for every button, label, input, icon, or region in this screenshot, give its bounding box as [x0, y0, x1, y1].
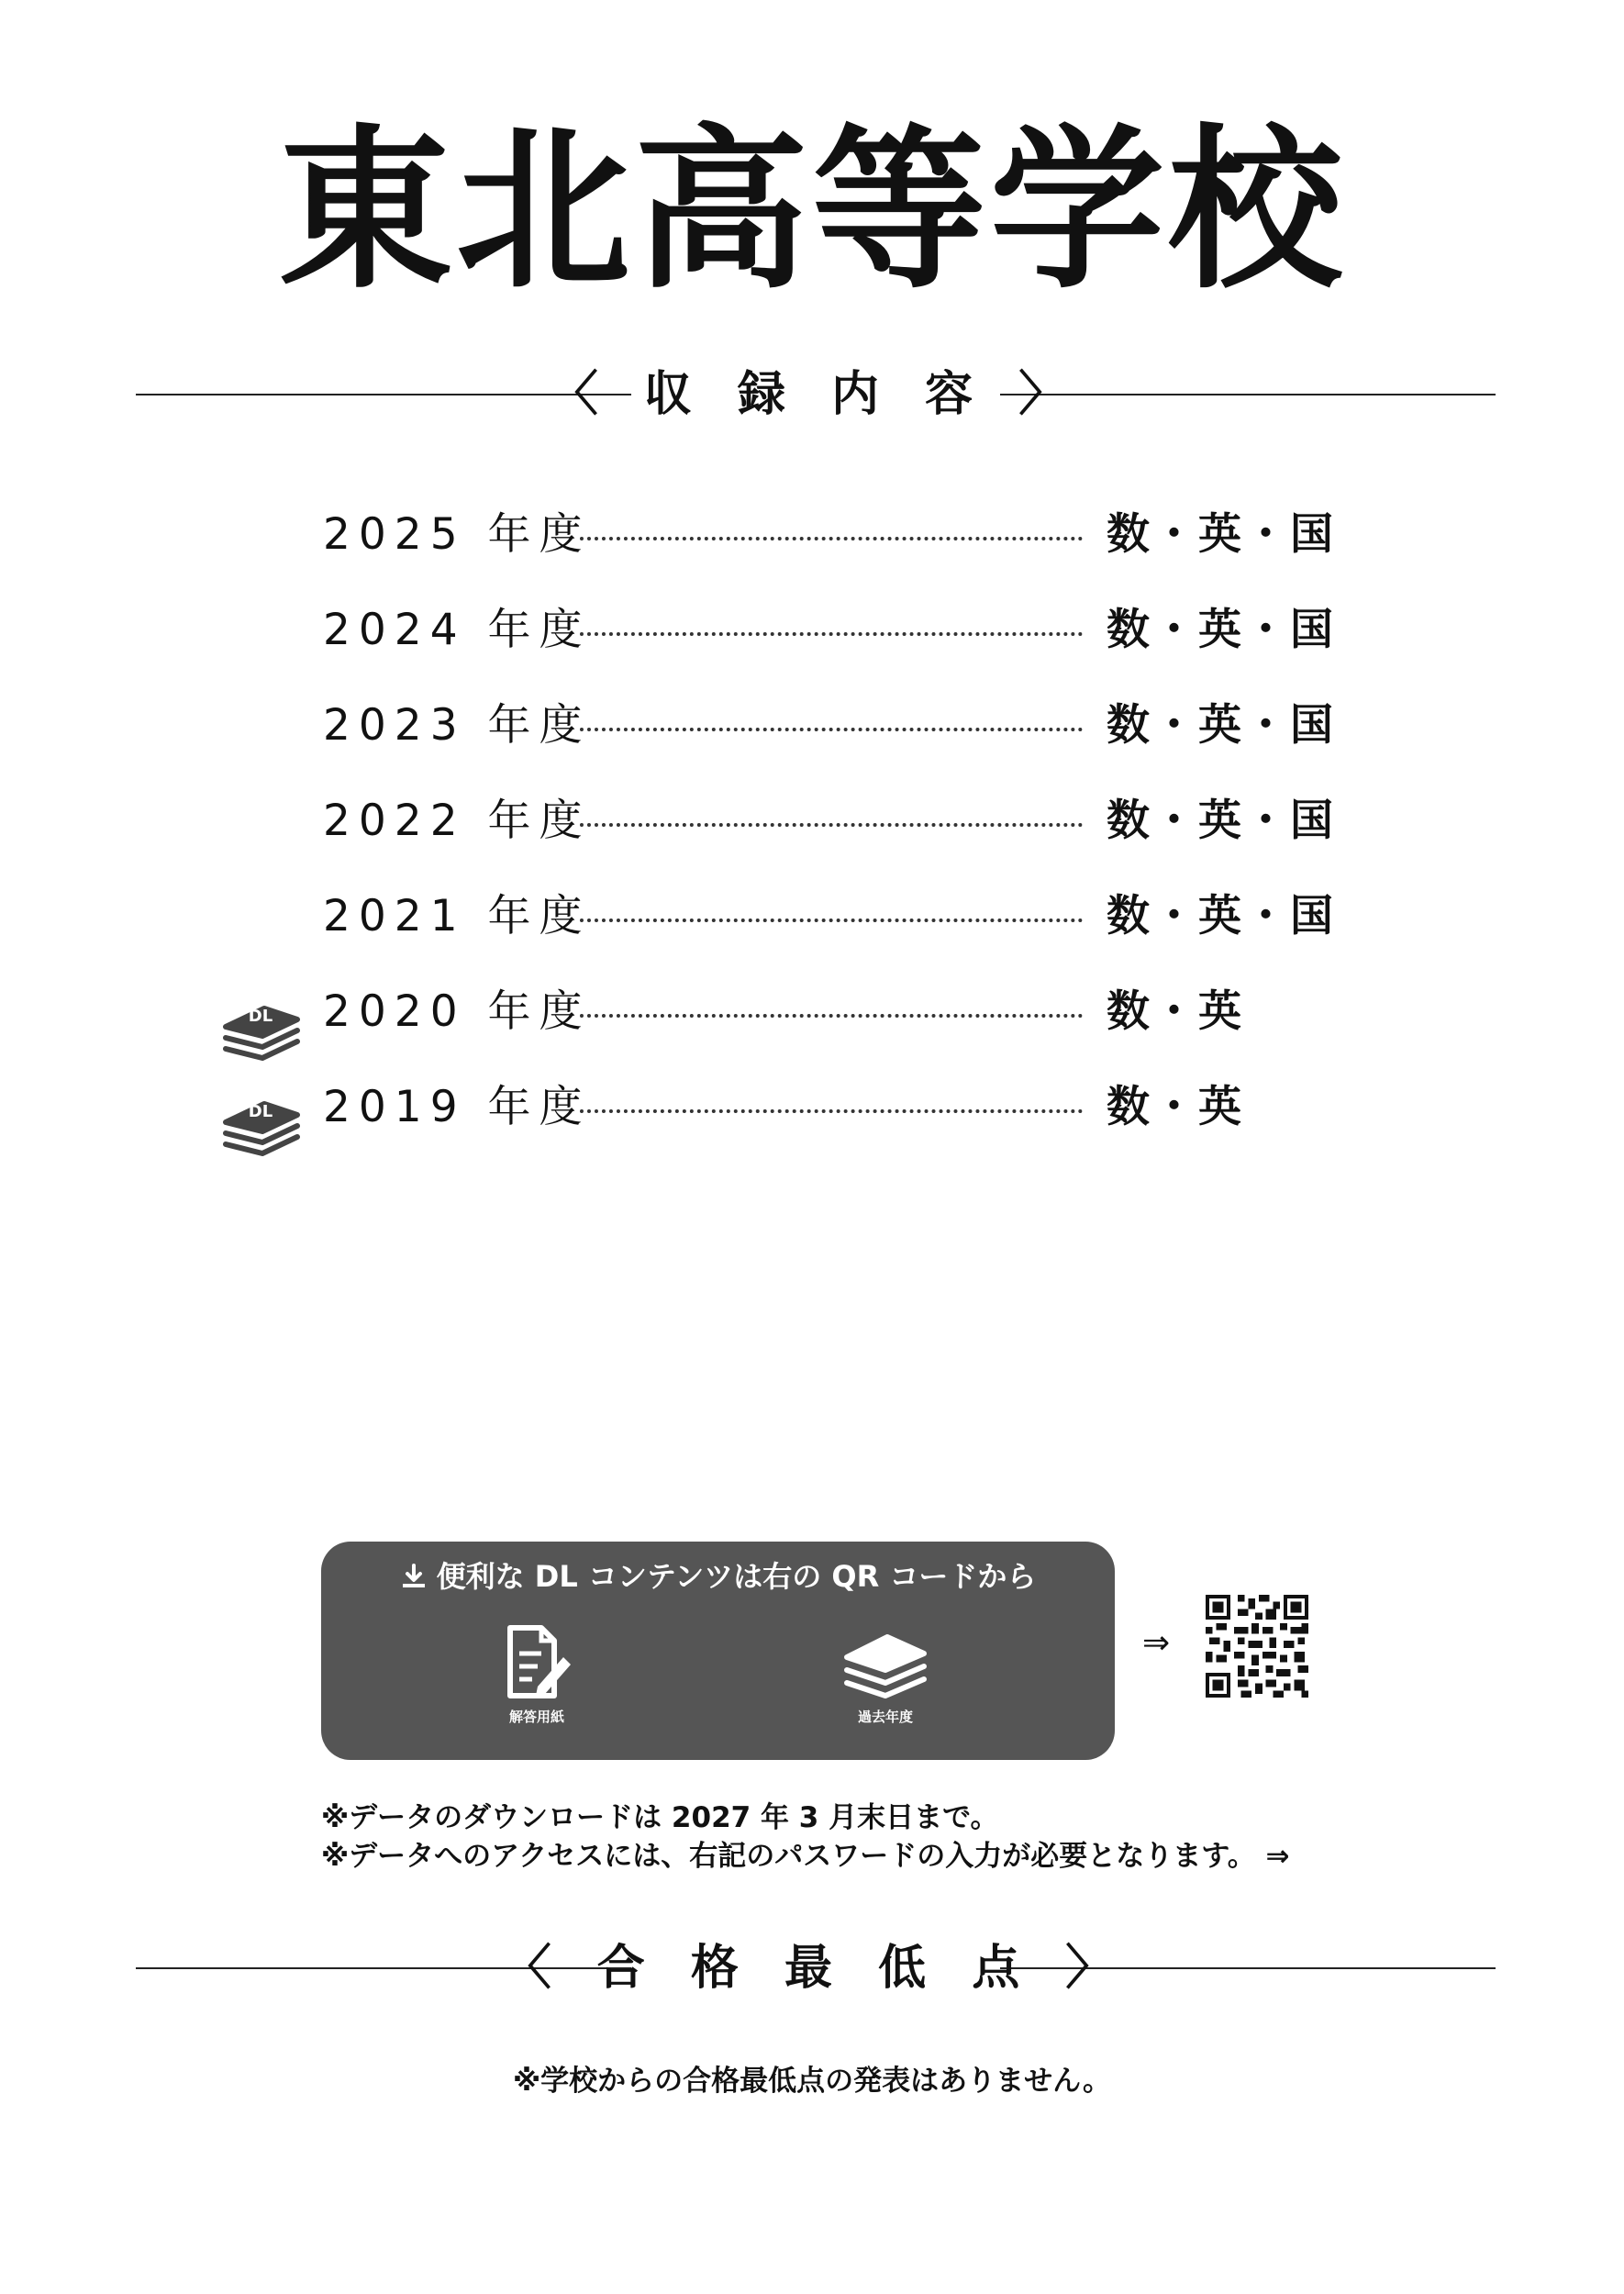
note-password: ※データへのアクセスには、右記のパスワードの入力が必要となります。 ⇒ — [321, 1840, 1290, 1873]
contents-year: 2022 年度 — [323, 796, 591, 846]
min-score-note: ※学校からの合格最低点の発表はありません。 — [513, 2065, 1111, 2098]
contents-row-2020 — [0, 968, 1624, 1063]
dl-books-icon — [217, 1080, 305, 1157]
feature-caption: 過去年度 — [857, 1709, 913, 1725]
dot-leader — [580, 1109, 1083, 1113]
contents-row-2021 — [0, 873, 1624, 968]
dot-leader — [580, 728, 1083, 731]
contents-year: 2024 年度 — [323, 605, 591, 655]
document-pen-icon — [497, 1622, 576, 1703]
dl-badge-text: DL — [248, 1102, 273, 1121]
contents-year: 2021 年度 — [323, 891, 591, 941]
dot-leader — [580, 537, 1083, 540]
contents-subjects: 数・英・国 — [1107, 509, 1336, 560]
download-notes — [321, 1798, 1290, 1876]
contents-row-2022 — [0, 777, 1624, 873]
feature-past-years — [817, 1622, 954, 1726]
contents-row-2025 — [0, 491, 1624, 586]
school-title: 東北高等学校 — [277, 109, 1346, 312]
contents-year: 2023 年度 — [323, 700, 591, 751]
contents-year: 2020 年度 — [323, 986, 591, 1037]
dl-box-headline-text: 便利な DL コンテンツは右の QR コードから — [436, 1559, 1037, 1594]
contents-year: 2019 年度 — [323, 1082, 591, 1132]
contents-subjects: 数・英・国 — [1107, 605, 1336, 655]
qr-arrow: ⇒ — [1142, 1624, 1171, 1662]
books-icon — [841, 1622, 929, 1703]
qr-code-icon[interactable] — [1206, 1595, 1308, 1698]
dl-books-icon — [217, 985, 305, 1062]
dot-leader — [580, 1014, 1083, 1018]
contents-row-2019 — [0, 1063, 1624, 1159]
contents-row-2024 — [0, 586, 1624, 682]
contents-year: 2025 年度 — [323, 509, 591, 560]
contents-subjects: 数・英 — [1107, 1082, 1244, 1132]
feature-answer-sheet — [468, 1622, 606, 1726]
dl-badge-text: DL — [248, 1007, 273, 1026]
min-score-heading — [136, 1932, 1496, 2005]
contents-subjects: 数・英・国 — [1107, 891, 1336, 941]
contents-subjects: 数・英・国 — [1107, 700, 1336, 751]
contents-heading — [136, 358, 1496, 431]
min-score-heading-label: 〈 合 格 最 低 点 〉 — [503, 1941, 1129, 1996]
contents-heading-label: 〈 収 録 内 容 〉 — [550, 367, 1082, 422]
feature-caption: 解答用紙 — [508, 1709, 564, 1725]
dl-box-headline — [321, 1556, 1115, 1597]
dot-leader — [580, 632, 1083, 636]
note-download-deadline: ※データのダウンロードは 2027 年 3 月末日まで。 — [321, 1801, 999, 1834]
dot-leader — [580, 823, 1083, 827]
contents-row-2023 — [0, 682, 1624, 777]
dot-leader — [580, 919, 1083, 922]
contents-subjects: 数・英・国 — [1107, 796, 1336, 846]
download-icon — [400, 1563, 428, 1590]
contents-subjects: 数・英 — [1107, 986, 1244, 1037]
dl-content-box — [321, 1542, 1115, 1760]
